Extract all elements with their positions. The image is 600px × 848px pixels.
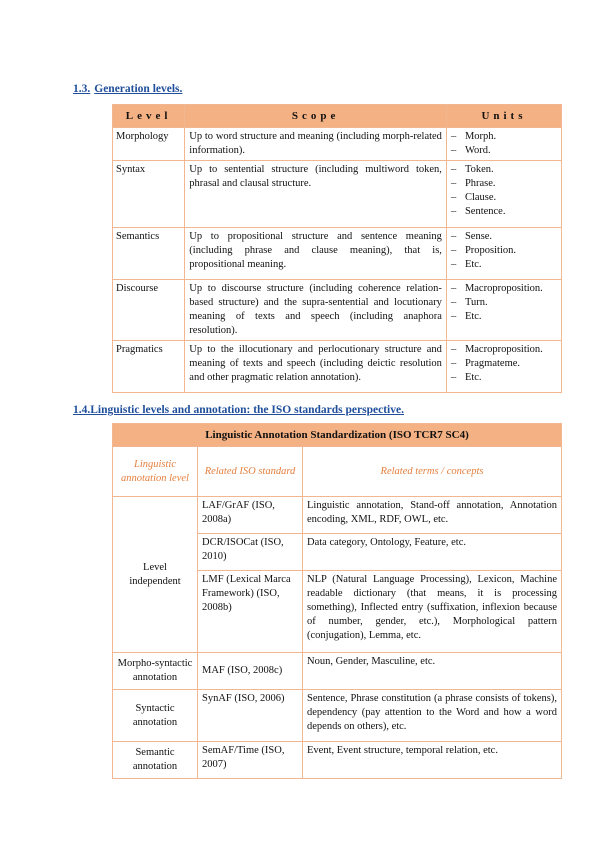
level-independent-cell: Level independent (113, 497, 198, 653)
generation-levels-table (112, 104, 562, 393)
unit-item: – Word. (451, 144, 557, 158)
scope-cell: Up to discourse structure (including coherence relation-based structure) and the supra-sentential and locutionary meaning of texts and speech (including anaphora resolution). (185, 280, 447, 341)
unit-item: – Pragmateme. (451, 357, 557, 371)
table-row (113, 742, 562, 779)
terms-cell: Linguistic annotation, Stand-off annotation, Annotation encoding, XML, RDF, OWL, etc. (303, 497, 562, 534)
terms-cell: NLP (Natural Language Processing), Lexicon, Machine readable dictionary (that means, it is processing something), Inflected entry (suffixation, inflexion because of number, gender, etc.), Morphological pattern (conjugation), Lemma, etc. (303, 571, 562, 653)
table-row (113, 161, 562, 228)
section-heading-1-4: 1.4.Linguistic levels and annotation: the ISO standards perspective. (73, 404, 404, 416)
terms-cell: Noun, Gender, Masculine, etc. (303, 653, 562, 690)
unit-item: – Macroproposition. (451, 343, 557, 357)
scope-cell: Up to the illocutionary and perlocutionary structure and meaning of texts and speech (including deictic resolution and other pragmatic relation annotation). (185, 341, 447, 393)
unit-item: – Turn. (451, 296, 557, 310)
level-cell: Syntactic annotation (113, 690, 198, 742)
table-title: Linguistic Annotation Standardization (ISO TCR7 SC4) (113, 424, 562, 447)
terms-cell: Event, Event structure, temporal relation, etc. (303, 742, 562, 779)
header-iso-standard: Related ISO standard (198, 447, 303, 497)
header-related-terms: Related terms / concepts (303, 447, 562, 497)
level-cell: Morphology (113, 128, 185, 161)
iso-standards-table (112, 423, 562, 779)
units-cell (446, 341, 561, 393)
table-row (113, 228, 562, 280)
standard-cell: SynAF (ISO, 2006) (198, 690, 303, 742)
units-cell (446, 161, 561, 228)
standard-cell: MAF (ISO, 2008c) (198, 653, 303, 690)
standard-cell: LAF/GrAF (ISO, 2008a) (198, 497, 303, 534)
scope-cell: Up to sentential structure (including multiword token, phrasal and clausal structure. (185, 161, 447, 228)
standard-cell: DCR/ISOCat (ISO, 2010) (198, 534, 303, 571)
unit-item: – Etc. (451, 258, 557, 272)
units-cell (446, 280, 561, 341)
unit-item: – Macroproposition. (451, 282, 557, 296)
section-number: 1.3. (73, 83, 91, 95)
header-level: Level (113, 105, 185, 128)
unit-item: – Etc. (451, 310, 557, 324)
unit-item: – Sentence. (451, 205, 557, 219)
standard-cell: LMF (Lexical Marca Framework) (ISO, 2008b) (198, 571, 303, 653)
table-row (113, 341, 562, 393)
table-row (113, 497, 562, 534)
unit-item: – Morph. (451, 130, 557, 144)
section-heading-1-3 (73, 83, 182, 95)
table-row (113, 280, 562, 341)
scope-cell: Up to propositional structure and sentence meaning (including phrase and clause meaning), that is, propositional meaning. (185, 228, 447, 280)
level-cell: Morpho-syntactic annotation (113, 653, 198, 690)
level-cell: Semantics (113, 228, 185, 280)
unit-item: – Phrase. (451, 177, 557, 191)
level-cell: Discourse (113, 280, 185, 341)
unit-item: – Sense. (451, 230, 557, 244)
level-cell: Syntax (113, 161, 185, 228)
units-cell (446, 228, 561, 280)
scope-cell: Up to word structure and meaning (including morph-related information). (185, 128, 447, 161)
section-title: Generation levels. (94, 83, 183, 95)
table-title-row (113, 424, 562, 447)
level-cell: Pragmatics (113, 341, 185, 393)
terms-cell: Data category, Ontology, Feature, etc. (303, 534, 562, 571)
units-cell (446, 128, 561, 161)
table-row (113, 128, 562, 161)
table-row (113, 690, 562, 742)
header-annotation-level: Linguistic annotation level (113, 447, 198, 497)
table-header-row (113, 105, 562, 128)
unit-item: – Etc. (451, 371, 557, 385)
level-cell: Semantic annotation (113, 742, 198, 779)
standard-cell: SemAF/Time (ISO, 2007) (198, 742, 303, 779)
table-row (113, 653, 562, 690)
unit-item: – Proposition. (451, 244, 557, 258)
unit-item: – Token. (451, 163, 557, 177)
terms-cell: Sentence, Phrase constitution (a phrase consists of tokens), dependency (pay attention to the Word and how a word depends on others), etc. (303, 690, 562, 742)
header-scope: Scope (185, 105, 447, 128)
unit-item: – Clause. (451, 191, 557, 205)
header-units: Units (446, 105, 561, 128)
column-header-row (113, 447, 562, 497)
